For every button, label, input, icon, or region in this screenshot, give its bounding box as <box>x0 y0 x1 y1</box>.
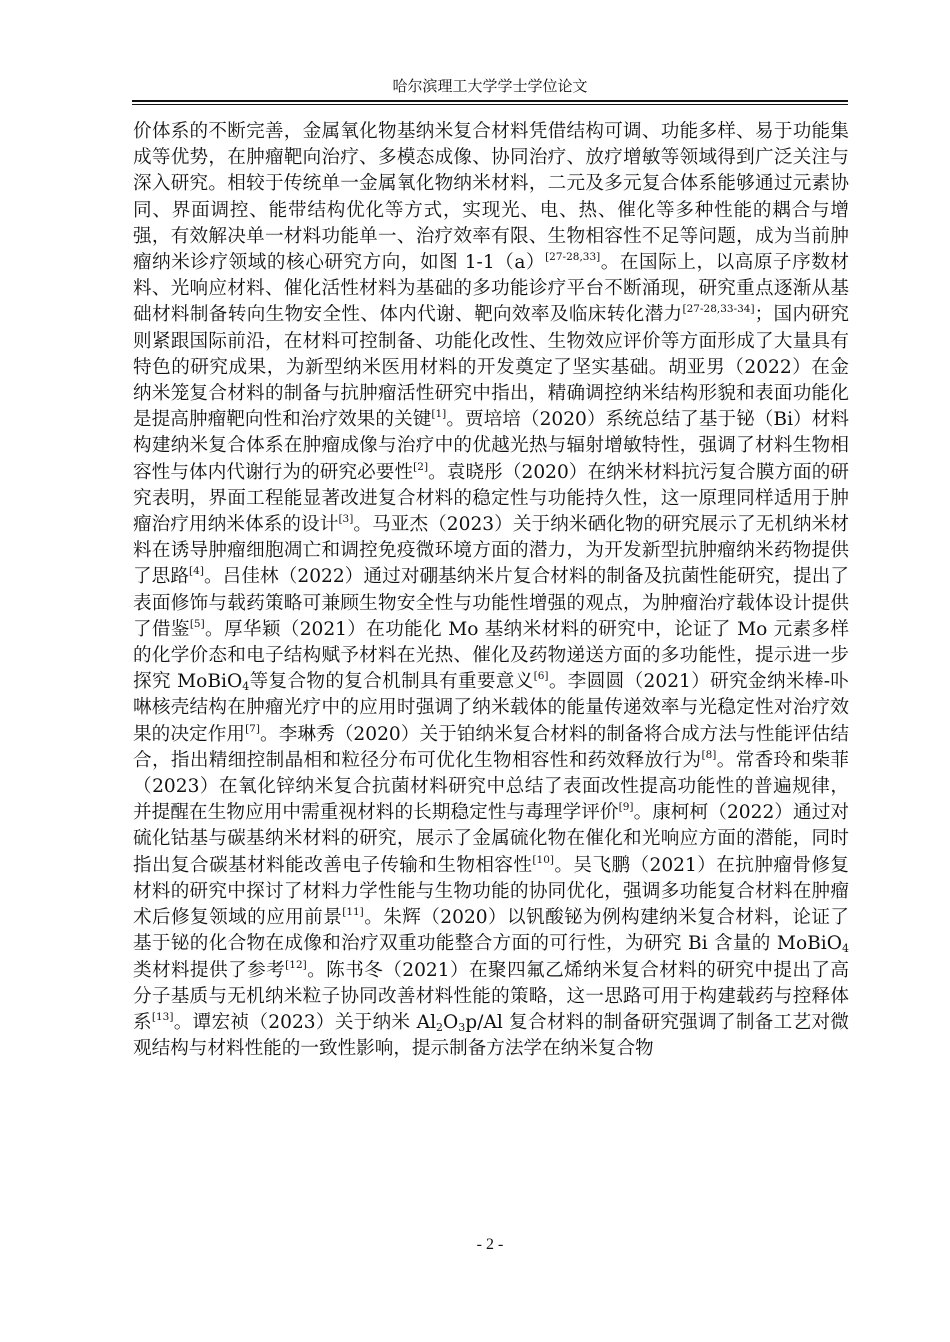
text-segment: 。李琳秀（2020）关于铂纳米复合材料的制备将合成方法与性能评估结合，指出精细控制晶相和粒径分布可优化生物相容性和药效释放行为 <box>133 723 849 771</box>
text-segment: 。吕佳林（2022）通过对硼基纳米片复合材料的制备及抗菌性能研究，提出了表面修饰与载药策略可兼顾生物安全性与功能性增强的观点，为肿瘤治疗载体设计提供了借鉴 <box>133 566 849 640</box>
text-segment: 等复合物的复合机制具有重要意义 <box>249 671 534 693</box>
header-rule-thick <box>132 100 848 102</box>
text-segment: 。厚华颖（2021）在功能化 Mo 基纳米材料的研究中，论证了 Mo 元素多样的化学价态和电子结构赋予材料在光热、催化及药物递送方面的多功能性，提示进一步探究 MoBiO <box>133 618 849 693</box>
citation: [13] <box>151 1011 174 1024</box>
text-segment: 价体系的不断完善，金属氧化物基纳米复合材料凭借结构可调、功能多样、易于功能集成等优势，在肿瘤靶向治疗、多模态成像、协同治疗、放疗增敏等领域得到广泛关注与深入研究。相较于传统单一金属氧化物纳米材料，二元及多元复合体系能够通过元素协同、界面调控、能带结构优化等方式，实现光、电、热、催化等多种性能的耦合与增强，有效解决单一材料功能单一、治疗效率有限、生物相容性不足等问题，成为当前肿瘤纳米诊疗领域的核心研究方向，如图 1-1（a） <box>133 121 849 274</box>
subscript: 4 <box>842 942 849 956</box>
text-segment: 。袁晓彤（2020）在纳米材料抗污复合膜方面的研究表明，界面工程能显著改进复合材料的稳定性与功能持久性，这一原理同样适用于肿瘤治疗用纳米体系的设计 <box>133 461 849 536</box>
header-rule-thin <box>132 104 848 105</box>
subscript: 3 <box>458 1020 466 1034</box>
citation: [27-28,33-34] <box>682 303 755 316</box>
text-segment: 。谭宏祯（2023）关于纳米 Al <box>173 1011 437 1033</box>
text-segment: 。在国际上，以高原子序数材料、光响应材料、催化活性材料为基础的多功能诊疗平台不断涌现，研究重点逐渐从基础材料制备转向生物安全性、体内代谢、靶向效率及临床转化潜力 <box>133 252 849 326</box>
body-paragraph <box>133 119 849 1062</box>
citation: [12] <box>285 958 307 971</box>
citation: [10] <box>532 853 554 866</box>
text-segment: 。马亚杰（2023）关于纳米硒化物的研究展示了无机纳米材料在诱导肿瘤细胞凋亡和调控免疫微环境方面的潜力，为开发新型抗肿瘤纳米药物提供了思路 <box>133 514 849 588</box>
citation: [9] <box>618 801 634 814</box>
text-segment: ；国内研究则紧跟国际前沿，在材料可控制备、功能化改性、生物效应评价等方面形成了大量具有特色的研究成果，为新型纳米医用材料的开发奠定了坚实基础。胡亚男（2022）在金纳米笼复合材料的制备与抗肿瘤活性研究中指出，精确调控纳米结构形貌和表面功能化是提高肿瘤靶向性和治疗效果的关键 <box>133 304 849 431</box>
citation: [2] <box>413 460 429 473</box>
page-number: - 2 - <box>476 1236 504 1253</box>
text-segment: 。李圆圆（2021）研究金纳米棒-卟啉核壳结构在肿瘤光疗中的应用时强调了纳米载体的能量传递效率与光稳定性对治疗效果的决定作用 <box>133 671 849 745</box>
citation: [5] <box>189 617 205 630</box>
subscript: 4 <box>242 680 250 694</box>
text-segment: O <box>443 1011 459 1033</box>
citation: [3] <box>338 513 354 526</box>
citation: [8] <box>701 749 717 761</box>
citation: [4] <box>189 565 204 578</box>
text-segment: 。贾培培（2020）系统总结了基于铋（Bi）材料构建纳米复合体系在肿瘤成像与治疗中的优越光热与辐射增敏特性，强调了材料生物相容性与体内代谢行为的研究必要性 <box>133 409 849 483</box>
citation: [1] <box>431 408 447 421</box>
text-segment: 。吴飞鹏（2021）在抗肿瘤骨修复材料的研究中探讨了材料力学性能与生物功能的协同优化，强调多功能复合材料在肿瘤术后修复领域的应用前景 <box>133 854 849 929</box>
running-header: 哈尔滨理工大学学士学位论文 <box>392 77 588 95</box>
citation: [6] <box>533 670 549 683</box>
subscript: 2 <box>436 1020 444 1034</box>
citation: [11] <box>342 906 364 919</box>
text-segment: 。朱辉（2020）以钒酸铋为例构建纳米复合材料，论证了基于铋的化合物在成像和治疗双重功能整合方面的可行性，为研究 Bi 含量的 MoBiO <box>133 907 849 955</box>
text-segment: 类材料提供了参考 <box>133 959 286 981</box>
text-segment: p/Al 复合材料的制备研究强调了制备工艺对微观结构与材料性能的一致性影响，提示制备方法学在纳米复合物 <box>133 1011 849 1060</box>
citation: [27-28,33] <box>545 251 601 264</box>
text-segment: 。陈书冬（2021）在聚四氟乙烯纳米复合材料的研究中提出了高分子基质与无机纳米粒子协同改善材料性能的策略，这一思路可用于构建载药与控释体系 <box>133 959 849 1033</box>
citation: [7] <box>245 722 260 735</box>
text-segment: 。常香玲和柴菲（2023）在氧化锌纳米复合抗菌材料研究中总结了表面改性提高功能性的普遍规律，并提醒在生物应用中需重视材料的长期稳定性与毒理学评价 <box>133 749 849 824</box>
text-segment: 。康柯柯（2022）通过对硫化钴基与碳基纳米材料的研究，展示了金属硫化物在催化和光响应方面的潜能，同时指出复合碳基材料能改善电子传输和生物相容性 <box>133 802 849 876</box>
